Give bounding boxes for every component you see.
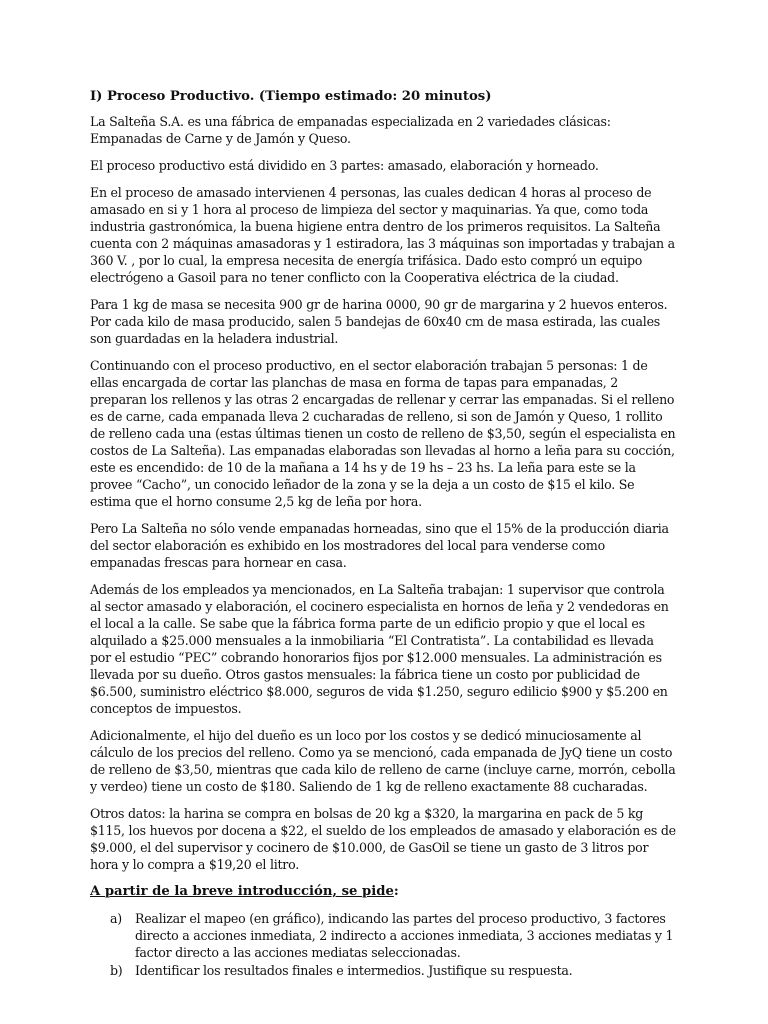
- task-item-text: Identificar los resultados finales e intermedios. Justifique su respuesta.: [135, 963, 573, 978]
- section-heading: I) Proceso Productivo. (Tiempo estimado: 20 minutos): [90, 89, 492, 104]
- task-item-marker: b): [110, 963, 123, 978]
- paragraph-staff-expenses: Además de los empleados ya mencionados, en La Salteña trabajan: 1 supervisor que controla al sector amasado y elaboración, el cocinero especialista en hornos de leña y 2 vendedoras en el local a la calle. Se sabe que la fábrica forma parte de un edificio propio y que el local es alquilado a $25.000 mensuales a la inmobiliaria “El Contratista”. La contabilidad es llevada por el estudio “PEC” cobrando honorarios fijos por $12.000 mensuales. La administración es llevada por su dueño. Otros gastos mensuales: la fábrica tiene un costo por publicidad de $6.500, suministro eléctrico $8.000, seguros de vida $1.250, seguro edilicio $900 y $5.200 en conceptos de impuestos.: [90, 582, 669, 716]
- task-item: [90, 910, 678, 961]
- task-heading-text: A partir de la breve introducción, se pide: [90, 884, 394, 899]
- paragraph-intro: La Salteña S.A. es una fábrica de empanadas especializada en 2 variedades clásicas: Empanadas de Carne y de Jamón y Queso.: [90, 114, 611, 146]
- task-heading-colon: :: [393, 884, 399, 899]
- paragraph-dough-recipe: Para 1 kg de masa se necesita 900 gr de harina 0000, 90 gr de margarina y 2 huevos enteros. Por cada kilo de masa producido, salen 5 bandejas de 60x40 cm de masa estirada, las cuales son guardadas en la heladera industrial.: [90, 297, 668, 346]
- paragraph-fresh-sales: Pero La Salteña no sólo vende empanadas horneadas, sino que el 15% de la producción diaria del sector elaboración es exhibido en los mostradores del local para venderse como empanadas frescas para hornear en casa.: [90, 521, 669, 570]
- paragraph-kneading: En el proceso de amasado intervienen 4 personas, las cuales dedican 4 horas al proceso de amasado en si y 1 hora al proceso de limpieza del sector y maquinarias. Ya que, como toda industria gastronómica, la buena higiene entra dentro de los primeros requisitos. La Salteña cuenta con 2 máquinas amasadoras y 1 estiradora, las 3 máquinas son importadas y trabajan a 360 V. , por lo cual, la empresa necesita de energía trifásica. Dado esto compró un equipo electrógeno a Gasoil para no tener conflicto con la Cooperativa eléctrica de la ciudad.: [90, 185, 675, 285]
- document-page: [90, 88, 678, 980]
- task-list: [90, 910, 678, 979]
- task-heading: [90, 883, 678, 900]
- paragraph-other-data: Otros datos: la harina se compra en bolsas de 20 kg a $320, la margarina en pack de 5 kg $115, los huevos por docena a $22, el sueldo de los empleados de amasado y elaboración es de $9.000, el del supervisor y cocinero de $10.000, de GasOil se tiene un gasto de 3 litros por hora y lo compra a $19,20 el litro.: [90, 806, 676, 872]
- task-item-text: Realizar el mapeo (en gráfico), indicando las partes del proceso productivo, 3 factores directo a acciones inmediata, 2 indirecto a acciones inmediata, 3 acciones mediatas y 1 factor directo a las acciones mediatas seleccionadas.: [135, 911, 674, 960]
- paragraph-process-parts: El proceso productivo está dividido en 3 partes: amasado, elaboración y horneado.: [90, 158, 599, 173]
- task-item: [90, 962, 678, 979]
- paragraph-elaboration: Continuando con el proceso productivo, en el sector elaboración trabajan 5 personas: 1 de ellas encargada de cortar las planchas de masa en forma de tapas para empanadas, 2 preparan los rellenos y las otras 2 encargadas de rellenar y cerrar las empanadas. Si el relleno es de carne, cada empanada lleva 2 cucharadas de relleno, si son de Jamón y Queso, 1 rollito de relleno cada una (estas últimas tienen un costo de relleno de $3,50, según el especialista en costos de La Salteña). Las empanadas elaboradas son llevadas al horno a leña para su cocción, este es encendido: de 10 de la mañana a 14 hs y de 19 hs – 23 hs. La leña para este se la provee “Cacho”, un conocido leñador de la zona y se la deja a un costo de $15 el kilo. Se estima que el horno consume 2,5 kg de leña por hora.: [90, 358, 676, 509]
- paragraph-filling-costs: Adicionalmente, el hijo del dueño es un loco por los costos y se dedicó minuciosamente al cálculo de los precios del relleno. Como ya se mencionó, cada empanada de JyQ tiene un costo de relleno de $3,50, mientras que cada kilo de relleno de carne (incluye carne, morrón, cebolla y verdeo) tiene un costo de $180. Saliendo de 1 kg de relleno exactamente 88 cucharadas.: [90, 728, 676, 794]
- task-item-marker: a): [110, 911, 122, 926]
